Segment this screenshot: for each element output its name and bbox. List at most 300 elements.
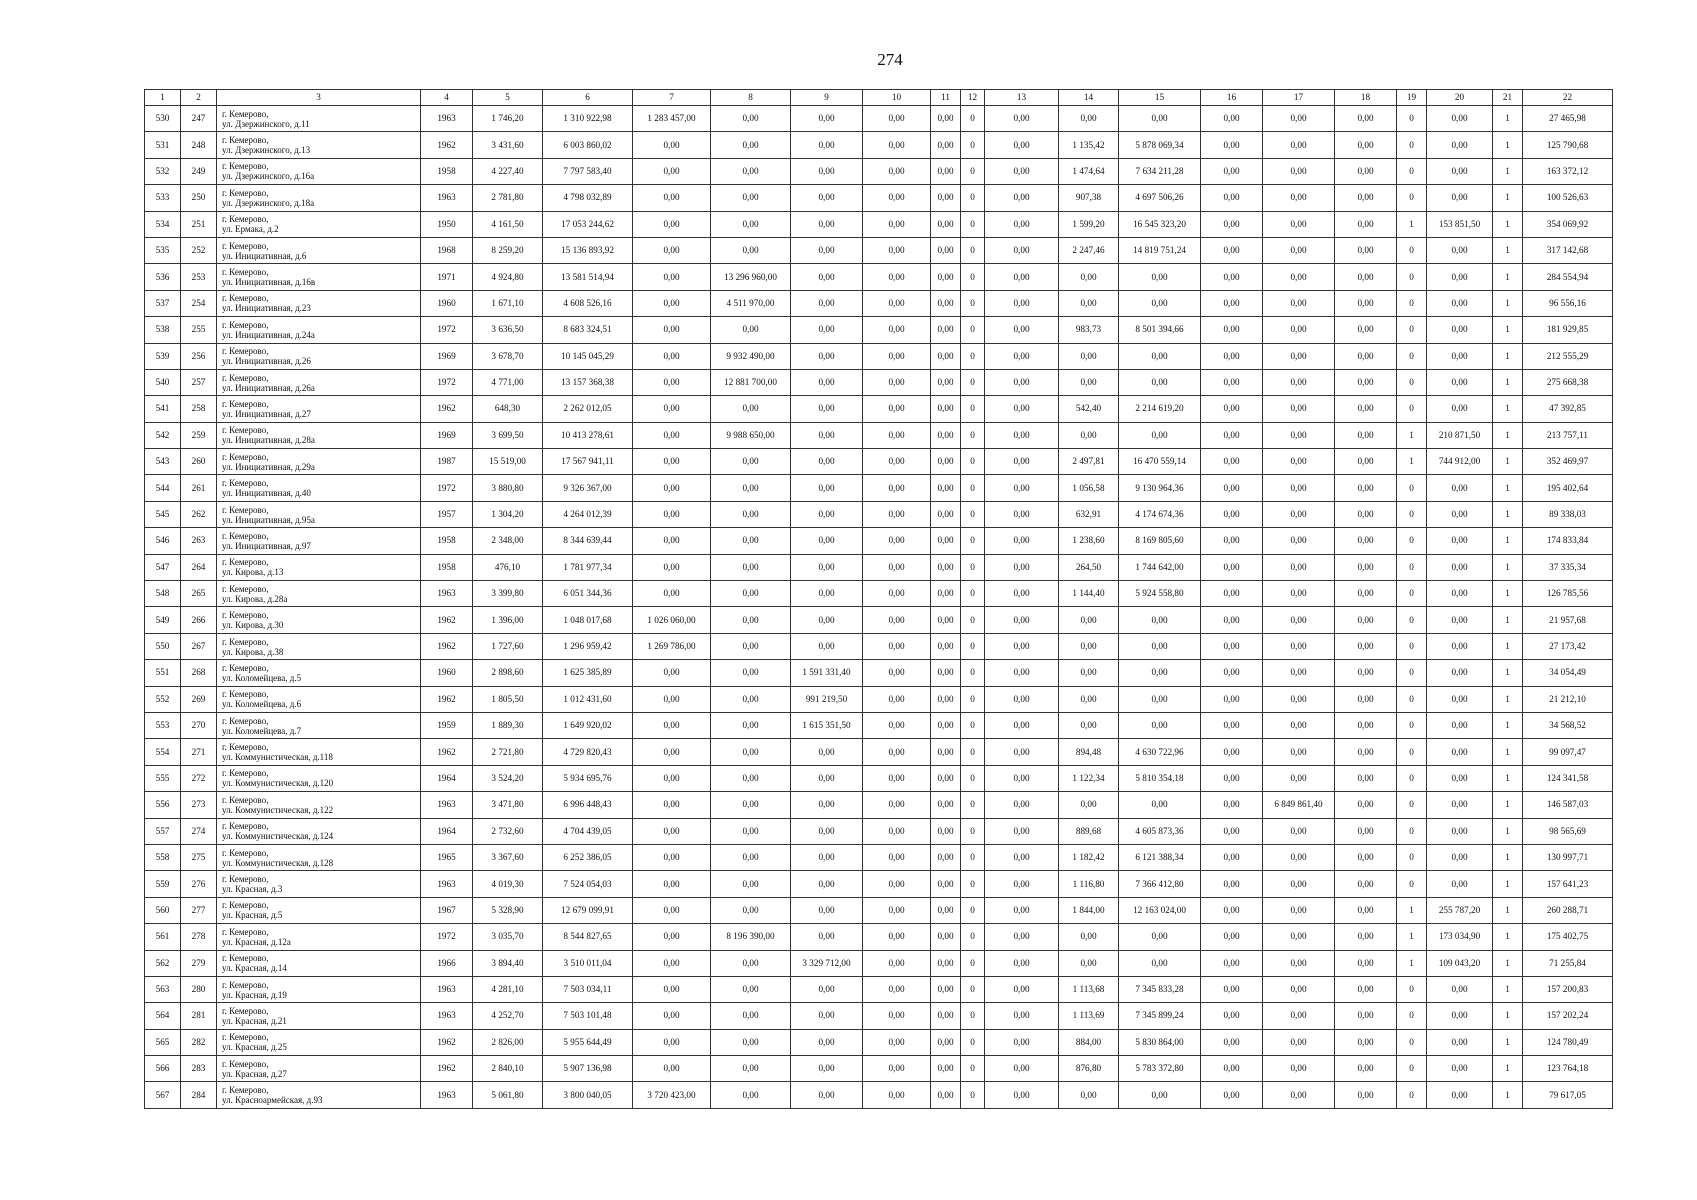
table-cell: 0,00 [791, 343, 863, 369]
table-cell: 0,00 [633, 237, 711, 263]
table-cell: 0 [1397, 237, 1427, 263]
table-cell: 0,00 [1201, 924, 1263, 950]
table-cell: 4 281,10 [473, 976, 543, 1002]
table-cell: 1 [1493, 633, 1523, 659]
table-cell: 8 683 324,51 [543, 317, 633, 343]
table-row [145, 106, 1613, 132]
table-cell: 0,00 [1263, 501, 1335, 527]
table-cell: 548 [145, 581, 181, 607]
table-cell: 0,00 [1427, 976, 1493, 1002]
table-cell: 274 [181, 818, 217, 844]
table-cell: 0,00 [1427, 581, 1493, 607]
address-cell: г. Кемерово, ул. Кирова, д.38 [217, 633, 421, 659]
table-cell: 0,00 [985, 264, 1059, 290]
table-cell: 275 [181, 844, 217, 870]
table-cell: 13 581 514,94 [543, 264, 633, 290]
table-cell: 894,48 [1059, 739, 1119, 765]
table-cell: 0,00 [633, 712, 711, 738]
table-row [145, 422, 1613, 448]
table-cell: 0 [961, 792, 985, 818]
table-cell: 0 [1397, 158, 1427, 184]
table-cell: 4 704 439,05 [543, 818, 633, 844]
table-cell: 0,00 [1335, 844, 1397, 870]
address-cell: г. Кемерово, ул. Инициативная, д.23 [217, 290, 421, 316]
table-cell: 0,00 [931, 106, 961, 132]
table-cell: 1958 [421, 554, 473, 580]
table-cell: 0 [1397, 501, 1427, 527]
table-cell: 0,00 [985, 132, 1059, 158]
table-cell: 270 [181, 712, 217, 738]
table-cell: 248 [181, 132, 217, 158]
table-cell: 0,00 [863, 950, 931, 976]
table-cell: 100 526,63 [1523, 185, 1613, 211]
table-cell: 1 625 385,89 [543, 660, 633, 686]
address-cell: г. Кемерово, ул. Коммунистическая, д.124 [217, 818, 421, 844]
register-table-container [144, 89, 1613, 1109]
table-cell: 0,00 [1335, 158, 1397, 184]
table-cell: 0,00 [1059, 1082, 1119, 1108]
table-cell: 1 [1493, 132, 1523, 158]
table-cell: 3 367,60 [473, 844, 543, 870]
table-cell: 0,00 [1119, 950, 1201, 976]
address-cell: г. Кемерово, ул. Коммунистическая, д.118 [217, 739, 421, 765]
table-cell: 3 471,80 [473, 792, 543, 818]
table-cell: 0 [1397, 818, 1427, 844]
table-cell: 271 [181, 739, 217, 765]
table-cell: 555 [145, 765, 181, 791]
table-cell: 0 [961, 1029, 985, 1055]
table-cell: 0,00 [633, 1056, 711, 1082]
table-cell: 0 [961, 158, 985, 184]
table-cell: 0,00 [863, 237, 931, 263]
table-cell: 0,00 [931, 660, 961, 686]
table-cell: 0,00 [931, 739, 961, 765]
table-cell: 0,00 [931, 211, 961, 237]
table-cell: 213 757,11 [1523, 422, 1613, 448]
table-cell: 37 335,34 [1523, 554, 1613, 580]
table-cell: 991 219,50 [791, 686, 863, 712]
table-cell: 9 988 650,00 [711, 422, 791, 448]
table-cell: 0 [961, 660, 985, 686]
table-cell: 0,00 [711, 1082, 791, 1108]
table-cell: 0,00 [791, 185, 863, 211]
table-cell: 0 [961, 501, 985, 527]
table-cell: 0 [1397, 1029, 1427, 1055]
table-row [145, 1003, 1613, 1029]
table-cell: 3 880,80 [473, 475, 543, 501]
table-cell: 0,00 [633, 528, 711, 554]
table-cell: 3 636,50 [473, 317, 543, 343]
table-cell: 1 591 331,40 [791, 660, 863, 686]
table-cell: 0,00 [863, 1029, 931, 1055]
table-cell: 0 [961, 686, 985, 712]
table-cell: 264 [181, 554, 217, 580]
table-cell: 0,00 [633, 871, 711, 897]
table-cell: 146 587,03 [1523, 792, 1613, 818]
table-cell: 0,00 [633, 581, 711, 607]
table-cell: 0,00 [1335, 792, 1397, 818]
table-cell: 0 [1397, 871, 1427, 897]
table-cell: 0 [1397, 686, 1427, 712]
table-cell: 0,00 [791, 106, 863, 132]
table-cell: 0,00 [1335, 739, 1397, 765]
table-cell: 0 [961, 950, 985, 976]
table-cell: 1987 [421, 449, 473, 475]
table-row [145, 581, 1613, 607]
table-cell: 272 [181, 765, 217, 791]
table-cell: 1 304,20 [473, 501, 543, 527]
table-cell: 10 413 278,61 [543, 422, 633, 448]
table-cell: 0,00 [1263, 290, 1335, 316]
table-cell: 3 431,60 [473, 132, 543, 158]
table-cell: 0,00 [633, 185, 711, 211]
table-cell: 0,00 [985, 1056, 1059, 1082]
table-cell: 8 169 805,60 [1119, 528, 1201, 554]
table-cell: 0,00 [711, 976, 791, 1002]
table-cell: 279 [181, 950, 217, 976]
table-cell: 0,00 [985, 317, 1059, 343]
table-cell: 0,00 [863, 1082, 931, 1108]
table-cell: 0,00 [1201, 237, 1263, 263]
table-cell: 0 [1397, 633, 1427, 659]
table-cell: 0,00 [863, 158, 931, 184]
table-cell: 0,00 [1201, 343, 1263, 369]
table-cell: 130 997,71 [1523, 844, 1613, 870]
table-cell: 0,00 [1263, 317, 1335, 343]
table-cell: 0,00 [1059, 343, 1119, 369]
table-cell: 1 113,69 [1059, 1003, 1119, 1029]
table-cell: 1969 [421, 422, 473, 448]
table-cell: 17 053 244,62 [543, 211, 633, 237]
table-cell: 261 [181, 475, 217, 501]
table-cell: 1963 [421, 976, 473, 1002]
table-cell: 0,00 [1427, 712, 1493, 738]
table-cell: 249 [181, 158, 217, 184]
table-cell: 0,00 [1263, 871, 1335, 897]
table-cell: 0,00 [1427, 1003, 1493, 1029]
table-cell: 0,00 [633, 844, 711, 870]
table-cell: 0,00 [931, 132, 961, 158]
table-cell: 0,00 [1263, 976, 1335, 1002]
table-cell: 0,00 [1427, 554, 1493, 580]
table-cell: 0,00 [931, 581, 961, 607]
table-cell: 2 840,10 [473, 1056, 543, 1082]
table-cell: 0,00 [633, 317, 711, 343]
table-cell: 4 227,40 [473, 158, 543, 184]
table-cell: 0,00 [711, 871, 791, 897]
table-cell: 1 [1493, 264, 1523, 290]
table-cell: 260 [181, 449, 217, 475]
table-cell: 7 345 899,24 [1119, 1003, 1201, 1029]
table-cell: 0,00 [1335, 818, 1397, 844]
table-cell: 0,00 [1335, 475, 1397, 501]
table-cell: 1 615 351,50 [791, 712, 863, 738]
table-cell: 0 [1397, 106, 1427, 132]
table-cell: 0,00 [711, 396, 791, 422]
table-cell: 2 721,80 [473, 739, 543, 765]
table-cell: 8 544 827,65 [543, 924, 633, 950]
table-cell: 109 043,20 [1427, 950, 1493, 976]
table-cell: 1 [1493, 554, 1523, 580]
table-row [145, 501, 1613, 527]
table-cell: 0,00 [711, 317, 791, 343]
table-cell: 0,00 [711, 132, 791, 158]
table-cell: 7 366 412,80 [1119, 871, 1201, 897]
table-cell: 0,00 [985, 554, 1059, 580]
table-cell: 0,00 [985, 765, 1059, 791]
table-cell: 123 764,18 [1523, 1056, 1613, 1082]
table-cell: 0,00 [791, 633, 863, 659]
table-cell: 0,00 [1427, 871, 1493, 897]
table-cell: 0,00 [1335, 211, 1397, 237]
table-cell: 0,00 [633, 765, 711, 791]
table-cell: 0,00 [985, 897, 1059, 923]
address-cell: г. Кемерово, ул. Красная, д.27 [217, 1056, 421, 1082]
table-cell: 542,40 [1059, 396, 1119, 422]
table-row [145, 950, 1613, 976]
table-cell: 1962 [421, 633, 473, 659]
table-cell: 2 826,00 [473, 1029, 543, 1055]
table-cell: 0,00 [1335, 290, 1397, 316]
table-cell: 0,00 [1427, 396, 1493, 422]
table-cell: 0,00 [863, 712, 931, 738]
table-cell: 1 [1493, 660, 1523, 686]
table-cell: 0,00 [1263, 712, 1335, 738]
table-cell: 1960 [421, 290, 473, 316]
table-cell: 1960 [421, 660, 473, 686]
table-cell: 0,00 [1263, 475, 1335, 501]
table-cell: 0,00 [1201, 132, 1263, 158]
table-cell: 0,00 [1119, 1082, 1201, 1108]
table-row [145, 792, 1613, 818]
table-cell: 13 296 960,00 [711, 264, 791, 290]
table-cell: 0,00 [985, 818, 1059, 844]
table-cell: 0,00 [863, 343, 931, 369]
address-cell: г. Кемерово, ул. Коммунистическая, д.120 [217, 765, 421, 791]
table-cell: 0,00 [1201, 1003, 1263, 1029]
table-body [145, 106, 1613, 1109]
table-cell: 0,00 [1427, 765, 1493, 791]
table-cell: 0,00 [931, 501, 961, 527]
table-cell: 15 136 893,92 [543, 237, 633, 263]
table-cell: 257 [181, 369, 217, 395]
table-cell: 6 051 344,36 [543, 581, 633, 607]
table-cell: 7 634 211,28 [1119, 158, 1201, 184]
table-cell: 0,00 [791, 818, 863, 844]
table-cell: 0,00 [791, 765, 863, 791]
table-cell: 34 568,52 [1523, 712, 1613, 738]
table-cell: 1972 [421, 369, 473, 395]
table-cell: 1 [1493, 211, 1523, 237]
table-cell: 0,00 [633, 739, 711, 765]
table-cell: 0,00 [985, 976, 1059, 1002]
column-header-19: 19 [1397, 90, 1427, 106]
address-cell: г. Кемерово, ул. Инициативная, д.28а [217, 422, 421, 448]
table-cell: 557 [145, 818, 181, 844]
address-cell: г. Кемерово, ул. Красная, д.12а [217, 924, 421, 950]
table-cell: 0,00 [1427, 739, 1493, 765]
table-cell: 6 003 860,02 [543, 132, 633, 158]
table-cell: 544 [145, 475, 181, 501]
table-cell: 0,00 [863, 1003, 931, 1029]
table-cell: 0,00 [1427, 132, 1493, 158]
table-cell: 1 [1493, 343, 1523, 369]
table-cell: 0,00 [1059, 686, 1119, 712]
table-cell: 0,00 [1427, 660, 1493, 686]
table-cell: 0,00 [711, 765, 791, 791]
table-cell: 124 341,58 [1523, 765, 1613, 791]
table-cell: 0,00 [985, 712, 1059, 738]
table-cell: 907,38 [1059, 185, 1119, 211]
table-cell: 561 [145, 924, 181, 950]
table-cell: 278 [181, 924, 217, 950]
table-cell: 0 [1397, 765, 1427, 791]
table-cell: 0 [961, 897, 985, 923]
table-cell: 0,00 [1201, 369, 1263, 395]
table-cell: 0,00 [711, 792, 791, 818]
address-cell: г. Кемерово, ул. Красная, д.3 [217, 871, 421, 897]
table-cell: 532 [145, 158, 181, 184]
address-cell: г. Кемерово, ул. Ермака, д.2 [217, 211, 421, 237]
table-cell: 562 [145, 950, 181, 976]
table-cell: 47 392,85 [1523, 396, 1613, 422]
table-cell: 0,00 [711, 211, 791, 237]
table-cell: 884,00 [1059, 1029, 1119, 1055]
table-cell: 0,00 [1201, 317, 1263, 343]
table-cell: 2 732,60 [473, 818, 543, 844]
table-cell: 0,00 [1119, 290, 1201, 316]
table-cell: 564 [145, 1003, 181, 1029]
table-cell: 0,00 [931, 158, 961, 184]
table-cell: 0,00 [931, 633, 961, 659]
table-row [145, 264, 1613, 290]
table-cell: 0,00 [1427, 317, 1493, 343]
table-cell: 0 [961, 924, 985, 950]
table-cell: 0,00 [1263, 844, 1335, 870]
table-cell: 0,00 [711, 554, 791, 580]
table-cell: 0,00 [863, 528, 931, 554]
column-header-21: 21 [1493, 90, 1523, 106]
table-cell: 258 [181, 396, 217, 422]
table-cell: 1 056,58 [1059, 475, 1119, 501]
table-cell: 0,00 [931, 449, 961, 475]
table-cell: 8 344 639,44 [543, 528, 633, 554]
table-cell: 255 787,20 [1427, 897, 1493, 923]
table-cell: 4 630 722,96 [1119, 739, 1201, 765]
address-cell: г. Кемерово, ул. Дзержинского, д.16а [217, 158, 421, 184]
table-cell: 9 932 490,00 [711, 343, 791, 369]
table-cell: 0,00 [985, 1082, 1059, 1108]
table-cell: 0,00 [1119, 343, 1201, 369]
table-cell: 0,00 [863, 422, 931, 448]
table-cell: 267 [181, 633, 217, 659]
table-cell: 0,00 [791, 528, 863, 554]
table-cell: 0,00 [931, 343, 961, 369]
table-cell: 0,00 [931, 897, 961, 923]
table-cell: 0 [961, 317, 985, 343]
table-cell: 0,00 [1201, 528, 1263, 554]
table-cell: 284 554,94 [1523, 264, 1613, 290]
table-cell: 1 [1493, 1029, 1523, 1055]
table-cell: 1 [1493, 449, 1523, 475]
table-cell: 0,00 [1335, 185, 1397, 211]
table-cell: 0,00 [1335, 1056, 1397, 1082]
table-cell: 0 [961, 290, 985, 316]
address-cell: г. Кемерово, ул. Кирова, д.28а [217, 581, 421, 607]
table-cell: 1 746,20 [473, 106, 543, 132]
table-cell: 352 469,97 [1523, 449, 1613, 475]
table-cell: 0,00 [1335, 871, 1397, 897]
table-cell: 157 202,24 [1523, 1003, 1613, 1029]
table-cell: 0 [1397, 792, 1427, 818]
column-header-5: 5 [473, 90, 543, 106]
table-cell: 0 [961, 1056, 985, 1082]
table-cell: 0 [961, 581, 985, 607]
table-cell: 0,00 [1427, 1056, 1493, 1082]
table-cell: 0,00 [1201, 607, 1263, 633]
table-cell: 0 [961, 1003, 985, 1029]
table-cell: 0,00 [931, 607, 961, 633]
table-cell: 530 [145, 106, 181, 132]
table-cell: 0 [1397, 290, 1427, 316]
table-cell: 0,00 [931, 871, 961, 897]
table-cell: 0,00 [1263, 633, 1335, 659]
table-cell: 0,00 [931, 950, 961, 976]
table-cell: 0,00 [791, 976, 863, 1002]
table-cell: 0,00 [1201, 686, 1263, 712]
table-cell: 0,00 [791, 317, 863, 343]
table-cell: 247 [181, 106, 217, 132]
table-cell: 0,00 [863, 897, 931, 923]
table-cell: 268 [181, 660, 217, 686]
table-cell: 14 819 751,24 [1119, 237, 1201, 263]
table-cell: 1 [1493, 369, 1523, 395]
table-cell: 7 524 054,03 [543, 871, 633, 897]
table-cell: 0,00 [1119, 369, 1201, 395]
table-cell: 0,00 [711, 1056, 791, 1082]
table-cell: 1 135,42 [1059, 132, 1119, 158]
table-cell: 0,00 [1201, 1056, 1263, 1082]
table-cell: 2 497,81 [1059, 449, 1119, 475]
address-cell: г. Кемерово, ул. Инициативная, д.6 [217, 237, 421, 263]
table-cell: 1958 [421, 158, 473, 184]
table-cell: 2 898,60 [473, 660, 543, 686]
table-cell: 252 [181, 237, 217, 263]
table-cell: 632,91 [1059, 501, 1119, 527]
table-cell: 283 [181, 1056, 217, 1082]
table-cell: 0,00 [1263, 739, 1335, 765]
table-cell: 0,00 [985, 106, 1059, 132]
table-cell: 0,00 [931, 1056, 961, 1082]
table-cell: 1 [1397, 422, 1427, 448]
table-cell: 317 142,68 [1523, 237, 1613, 263]
table-cell: 253 [181, 264, 217, 290]
table-cell: 1962 [421, 396, 473, 422]
table-cell: 6 996 448,43 [543, 792, 633, 818]
table-cell: 0,00 [985, 185, 1059, 211]
table-row [145, 132, 1613, 158]
table-cell: 876,80 [1059, 1056, 1119, 1082]
table-cell: 0,00 [1427, 185, 1493, 211]
table-cell: 0,00 [633, 976, 711, 1002]
table-cell: 1 144,40 [1059, 581, 1119, 607]
column-header-20: 20 [1427, 90, 1493, 106]
table-cell: 0,00 [1263, 106, 1335, 132]
table-cell: 0,00 [633, 501, 711, 527]
table-cell: 1 [1493, 976, 1523, 1002]
table-cell: 0,00 [1119, 686, 1201, 712]
table-cell: 0,00 [931, 369, 961, 395]
